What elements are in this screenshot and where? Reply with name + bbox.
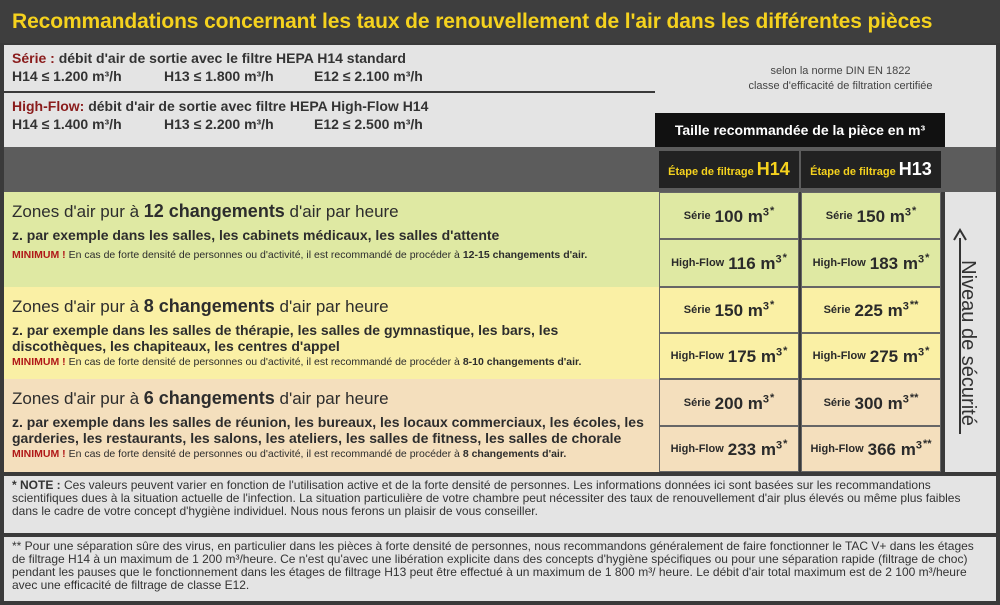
cell-key: High-Flow <box>810 443 864 455</box>
cell-key: Série <box>683 304 711 316</box>
serie-desc: débit d'air de sortie avec le filtre HEPA H14 standard <box>54 50 406 66</box>
cell-z6-serie-h13: Série 300 $m^{3**}$ <box>801 379 941 426</box>
zone-12-prefix: Zones d'air pur à <box>12 202 144 221</box>
zone-12-min-bold: 12-15 changements d'air. <box>462 249 588 261</box>
cell-star: ** <box>909 299 919 311</box>
highflow-e12: E12 ≤ 2.500 m³/h <box>314 116 423 132</box>
norm-line2: classe d'efficacité de filtration certifiée <box>748 80 933 92</box>
zone-6-example: z. par exemple dans les salles de réunion, les bureaux, les locaux commerciaux, les écoles, les garderies, les restaurants, les salons, les ateliers, les salles de fitness, les salles de chorale <box>12 414 644 446</box>
cell-value: 366 m <box>867 440 916 459</box>
zone-6-bold: 6 changements <box>143 388 275 408</box>
zone-6-minimum <box>12 448 651 460</box>
cell-value: 150 m <box>714 301 763 320</box>
cell-z8-hf-h14: High-Flow 175 $m^{3*}$ <box>659 333 799 379</box>
zone-8-min-label: MINIMUM ! <box>12 356 66 368</box>
etape-h14-label: Étape de filtrage <box>668 166 754 178</box>
note-1-label: * NOTE : <box>12 478 61 492</box>
cell-key: High-Flow <box>812 257 866 269</box>
zone-8-suffix: d'air par heure <box>274 297 389 316</box>
cell-z12-serie-h13: Série 150 $m^{3*}$ <box>801 192 941 239</box>
cell-star: * <box>925 252 930 264</box>
norm-note <box>655 45 996 113</box>
zone-8-prefix: Zones d'air pur à <box>12 297 144 316</box>
cell-value: 300 m <box>854 393 903 413</box>
cell-key: Série <box>683 396 711 409</box>
cell-z12-hf-h14: High-Flow 116 $m^{3*}$ <box>659 239 799 287</box>
cell-star: * <box>769 391 775 404</box>
cell-value: 175 m <box>727 347 776 366</box>
cell-star: * <box>925 345 930 357</box>
norm-line1: selon la norme DIN EN 1822 <box>770 65 911 77</box>
zone-6-prefix: Zones d'air pur à <box>12 389 144 408</box>
cell-z8-hf-h13: High-Flow 275 $m^{3*}$ <box>801 333 941 379</box>
serie-h13: H13 ≤ 1.800 m³/h <box>164 68 274 84</box>
zone-12 <box>4 192 659 287</box>
cell-star: ** <box>922 438 932 450</box>
cell-value: 200 m <box>714 393 763 413</box>
cell-key: High-Flow <box>670 350 724 362</box>
etape-h13-label: Étape de filtrage <box>810 166 896 178</box>
zone-6 <box>4 379 659 472</box>
cell-star: ** <box>909 391 919 404</box>
highflow-h14: H14 ≤ 1.400 m³/h <box>12 116 122 132</box>
zone-8-example: z. par exemple dans les salles de thérapie, les salles de gymnastique, les bars, les discothèques, les chapiteaux, les centres d'appel <box>12 322 559 354</box>
serie-label: Série : <box>12 50 55 66</box>
cell-value: 233 m <box>727 440 776 459</box>
cell-key: High-Flow <box>670 443 724 455</box>
serie-h14: H14 ≤ 1.200 m³/h <box>12 68 122 84</box>
cell-value: 183 m <box>869 254 918 273</box>
highflow-label: High-Flow: <box>12 98 85 114</box>
zone-12-suffix: d'air par heure <box>284 202 399 221</box>
cell-star: * <box>783 345 788 357</box>
cell-z6-hf-h13: High-Flow 366 $m^{3**}$ <box>801 426 941 472</box>
highflow-h13: H13 ≤ 2.200 m³/h <box>164 116 274 132</box>
zone-12-bold: 12 changements <box>143 201 285 221</box>
zone-6-min-bold: 8 changements d'air. <box>462 448 567 460</box>
note-1 <box>4 476 996 533</box>
etape-h14 <box>659 151 799 188</box>
zone-8 <box>4 287 659 379</box>
zone-8-bold: 8 changements <box>143 296 275 316</box>
cell-value: 116 m <box>728 254 776 273</box>
zone-12-example: z. par exemple dans les salles, les cabinets médicaux, les salles d'attente <box>12 227 500 243</box>
serie-e12: E12 ≤ 2.100 m³/h <box>314 68 423 84</box>
cell-value: 100 m <box>714 206 763 226</box>
etape-h13 <box>801 151 941 188</box>
zone-8-min-text: En cas de forte densité de personnes ou d'activité, il est recommandé de procéder à <box>65 356 463 368</box>
zone-6-min-text: En cas de forte densité de personnes ou d'activité, il est recommandé de procéder à <box>65 448 463 460</box>
cell-star: * <box>911 204 917 217</box>
cell-value: 275 m <box>869 347 918 366</box>
note-2: ** Pour une séparation sûre des virus, en particulier dans les pièces à forte densité de personnes, nous recommandons généralement de faire fonctionner le TAC V+ dans les étages de filtrage H14 à un maximum de 1 200 m³/heure. Ce n'est qu'avec une libération explicite dans des concepts d'hygiène spécifiques ou pour une séparation rapide (filtrage de choc) pendant les pauses que le fonctionnement dans les étages de filtrage H13 peut être effectué à un maximum de 1 800 m³/ heure. Le débit d'air total maximum est de 2 100 m³/heure avec une efficacité de filtrage de classe E12. <box>4 537 996 601</box>
cell-star: * <box>769 299 775 311</box>
zone-6-suffix: d'air par heure <box>274 389 389 408</box>
cell-key: High-Flow <box>812 350 866 362</box>
cell-star: * <box>782 252 787 264</box>
cell-value: 150 m <box>856 206 905 226</box>
highflow-desc: débit d'air de sortie avec filtre HEPA High-Flow H14 <box>84 98 429 114</box>
cell-key: Série <box>823 304 851 316</box>
cell-key: High-Flow <box>671 257 725 269</box>
security-level-label: Niveau de sécurité <box>957 260 979 426</box>
zone-12-min-label: MINIMUM ! <box>12 249 66 261</box>
cell-z12-hf-h13: High-Flow 183 $m^{3*}$ <box>801 239 941 287</box>
cell-key: Série <box>825 209 853 222</box>
note-1-text: Ces valeurs peuvent varier en fonction de l'utilisation active et de la forte densité de personnes. Les informations données ici sont basées sur les recommandations scientifiques dues à la situation actuelle de l'infection. La situation particulière de votre chambre peut nécessiter des taux de renouvellement d'air plus élevés ou même plus faibles dans le cadre de votre concept d'hygiène individuel. Nous nous ferons un plaisir de vous conseiller. <box>12 478 961 518</box>
cell-z12-serie-h14: Série 100 $m^{3*}$ <box>659 192 799 239</box>
cell-key: Série <box>823 396 851 409</box>
cell-z8-serie-h13: Série 225 $m^{3**}$ <box>801 287 941 333</box>
cell-z6-serie-h14: Série 200 $m^{3*}$ <box>659 379 799 426</box>
table-header: Taille recommandée de la pièce en m³ <box>655 113 945 147</box>
highflow-spec <box>4 93 655 147</box>
cell-star: * <box>783 438 788 450</box>
etape-h14-value: H14 <box>756 159 790 179</box>
cell-z8-serie-h14: Série 150 $m^{3*}$ <box>659 287 799 333</box>
zone-12-min-text: En cas de forte densité de personnes ou d'activité, il est recommandé de procéder à <box>65 249 463 261</box>
cell-star: * <box>769 204 775 217</box>
etape-h13-value: H13 <box>898 159 932 179</box>
zone-8-minimum <box>12 356 651 368</box>
cell-z6-hf-h14: High-Flow 233 $m^{3*}$ <box>659 426 799 472</box>
zone-12-minimum <box>12 249 651 261</box>
cell-key: Série <box>683 209 711 222</box>
zone-8-min-bold: 8-10 changements d'air. <box>462 356 582 368</box>
serie-spec <box>4 45 655 91</box>
cell-value: 225 m <box>854 301 903 320</box>
zone-6-min-label: MINIMUM ! <box>12 448 66 460</box>
page-title: Recommandations concernant les taux de renouvellement de l'air dans les différentes pièces <box>0 0 1000 43</box>
